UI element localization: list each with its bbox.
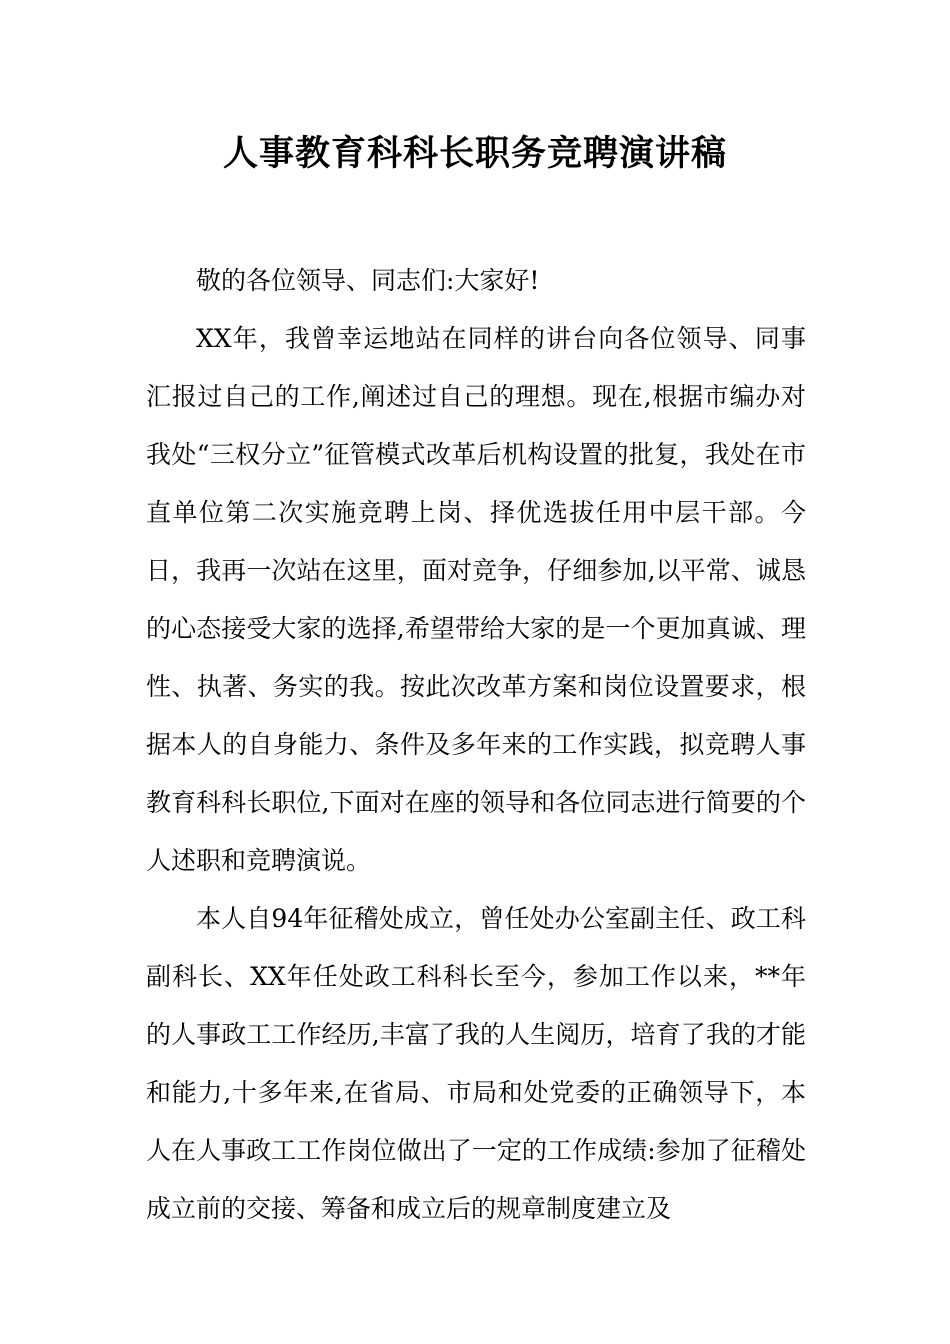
- paragraph-greeting: 敬的各位领导、同志们:大家好!: [196, 266, 540, 295]
- paragraph-introduction: XX年，我曾幸运地站在同样的讲台向各位领导、同事汇报过自己的工作,阐述过自己的理想。现在,根据市编办对我处“三权分立”征管模式改革后机构设置的批复，我处在市直单位第二次实施竞聘上岗、择优选拔任用中层干部。今日，我再一次站在这里，面对竞争，仔细参加,以平常、诚恳的心态接受大家的选择,希望带给大家的是一个更加真诚、理性、执著、务实的我。按此次改革方案和岗位设置要求，根据本人的自身能力、条件及多年来的工作实践，拟竞聘人事教育科科长职位,下面对在座的领导和各位同志进行简要的个人述职和竞聘演说。: [146, 324, 806, 875]
- document-title: 人事教育科科长职务竞聘演讲稿: [222, 133, 727, 174]
- paragraph-experience: 本人自94年征稽处成立，曾任处办公室副主任、政工科副科长、XX年任处政工科科长至今，参加工作以来，**年的人事政工工作经历,丰富了我的人生阅历，培育了我的才能和能力,十多年来,在省局、市局和处党委的正确领导下，本人在人事政工工作岗位做出了一定的工作成绩:参加了征稽处成立前的交接、筹备和成立后的规章制度建立及: [146, 904, 806, 1223]
- document-body: [146, 252, 806, 1238]
